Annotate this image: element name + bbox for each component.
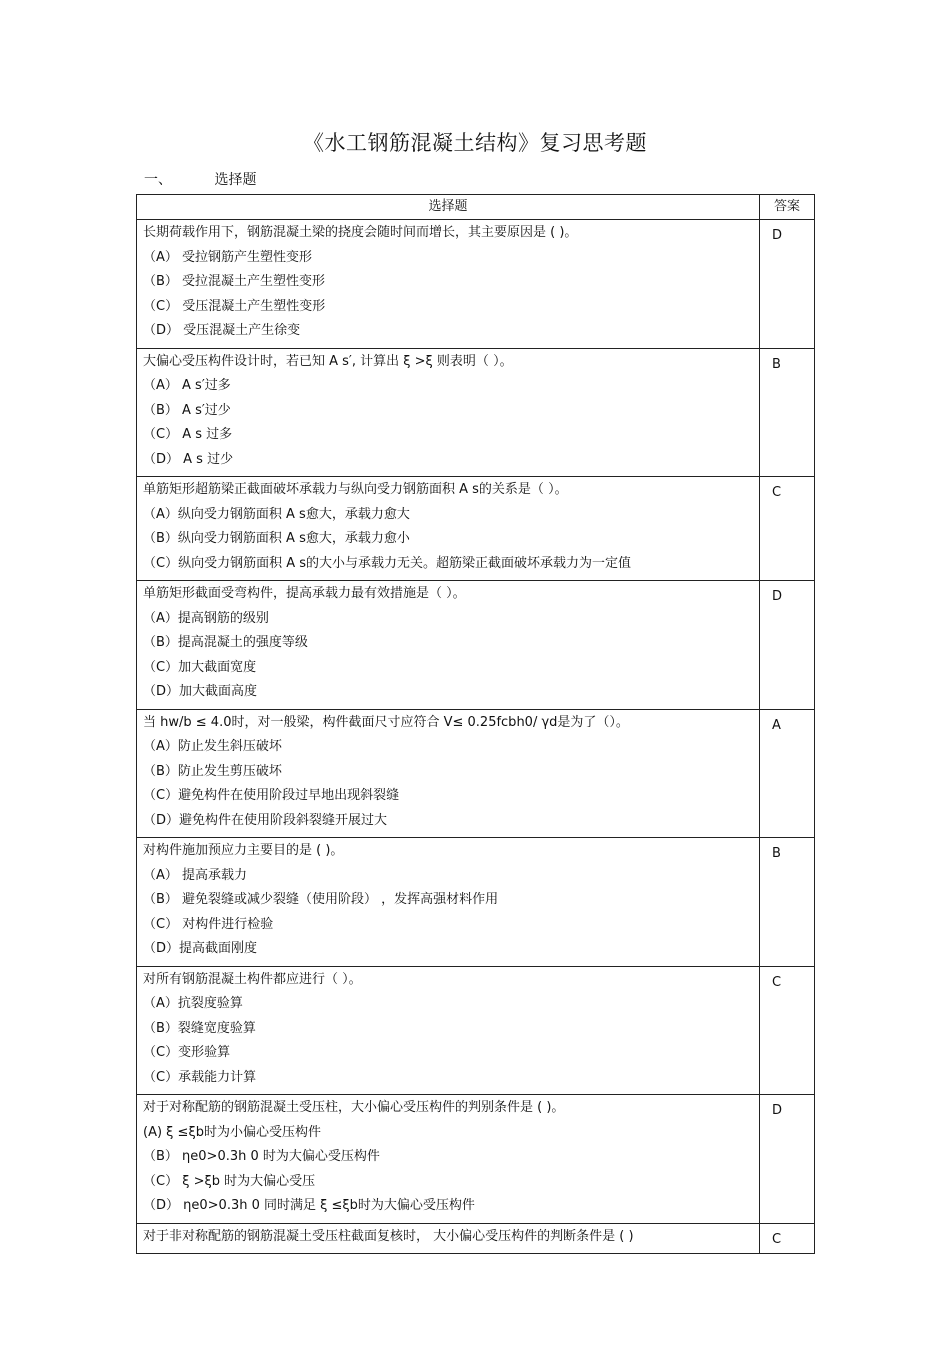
question-cell (137, 477, 760, 581)
option-line: （B） ηe0>0.3h 0 时为大偏心受压构件 (143, 1149, 380, 1164)
question-stem: 对于对称配筋的钢筋混凝土受压柱，大小偏心受压构件的判别条件是 ( )。 (143, 1100, 565, 1115)
answer-cell: B (760, 348, 815, 477)
table-row (137, 477, 815, 581)
question-stem: 大偏心受压构件设计时，若已知 A s′, 计算出 ξ >ξ 则表明（ ）。 (143, 353, 513, 369)
option-line: （C）变形验算 (143, 1045, 231, 1060)
document-title: 《水工钢筋混凝土结构》复习思考题 (303, 131, 647, 155)
option-line: （C）避免构件在使用阶段过早地出现斜裂缝 (143, 788, 400, 803)
option-line: （A） 提高承载力 (143, 867, 248, 883)
option-line: （A）抗裂度验算 (143, 996, 243, 1011)
option-line: （C） ξ >ξb 时为大偏心受压 (143, 1173, 316, 1189)
table-row (137, 966, 815, 1095)
question-stem: 单筋矩形超筋梁正截面破坏承载力与纵向受力钢筋面积 A s的关系是（ ）。 (143, 482, 568, 497)
option-line: （B）提高混凝土的强度等级 (143, 635, 308, 650)
table-row (137, 1095, 815, 1224)
question-cell (137, 348, 760, 477)
question-stem: 单筋矩形截面受弯构件，提高承载力最有效措施是（ ）。 (143, 586, 466, 601)
option-line: （C） 受压混凝土产生塑性变形 (143, 298, 326, 314)
option-line: （B）防止发生剪压破坏 (143, 763, 282, 779)
section-number: 一、 (144, 172, 172, 188)
question-stem: 当 hw/b ≤ 4.0时，对一般梁，构件截面尺寸应符合 V≤ 0.25fcbh0/ γd是为了（）。 (143, 714, 629, 730)
option-line: （B） 受拉混凝土产生塑性变形 (143, 274, 326, 289)
table-row (137, 838, 815, 967)
option-line: （D） A s 过少 (143, 451, 234, 467)
option-line: （A） 受拉钢筋产生塑性变形 (143, 249, 313, 265)
question-stem: 对构件施加预应力主要目的是 ( )。 (143, 843, 344, 858)
answer-cell: C (760, 477, 815, 581)
option-line: （C）承载能力计算 (143, 1069, 257, 1085)
option-line: （A）防止发生斜压破坏 (143, 739, 282, 754)
answer-cell: D (760, 1095, 815, 1224)
option-line: （B）裂缝宽度验算 (143, 1020, 256, 1036)
answer-cell: C (760, 1223, 815, 1254)
answer-cell: A (760, 709, 815, 838)
option-line: （B） A s′过少 (143, 402, 231, 418)
option-line: （A）纵向受力钢筋面积 A s愈大，承载力愈大 (143, 506, 410, 522)
table-header-row (137, 195, 815, 220)
option-line: （A）提高钢筋的级别 (143, 610, 269, 626)
question-stem: 长期荷载作用下，钢筋混凝土梁的挠度会随时间而增长，其主要原因是 ( )。 (143, 225, 578, 240)
section-title: 选择题 (214, 172, 257, 188)
answer-cell: D (760, 581, 815, 710)
answer-cell: B (760, 838, 815, 967)
question-table (136, 194, 815, 1254)
question-cell (137, 1095, 760, 1224)
table-row (137, 709, 815, 838)
option-line: （B）纵向受力钢筋面积 A s愈大，承载力愈小 (143, 531, 410, 546)
question-cell (137, 838, 760, 967)
option-line: （C） A s 过多 (143, 427, 233, 442)
question-cell (137, 220, 760, 349)
question-cell (137, 966, 760, 1095)
table-row (137, 581, 815, 710)
option-line: （D） ηe0>0.3h 0 同时满足 ξ ≤ξb时为大偏心受压构件 (143, 1198, 475, 1213)
table-row (137, 1223, 815, 1254)
header-question: 选择题 (137, 195, 760, 220)
option-line: （A） A s′过多 (143, 378, 231, 393)
table-row (137, 220, 815, 349)
question-cell (137, 581, 760, 710)
option-line: （C）纵向受力钢筋面积 A s的大小与承载力无关。超筋梁正截面破坏承载力为一定值 (143, 555, 632, 571)
answer-cell: C (760, 966, 815, 1095)
option-line: （D）提高截面刚度 (143, 941, 258, 956)
option-line: （D）避免构件在使用阶段斜裂缝开展过大 (143, 812, 388, 828)
header-answer: 答案 (760, 195, 815, 220)
option-line: （D） 受压混凝土产生徐变 (143, 323, 301, 338)
question-stem: 对于非对称配筋的钢筋混凝土受压柱截面复核时， 大小偏心受压构件的判断条件是 ( ) (143, 1228, 634, 1244)
option-line: （D）加大截面高度 (143, 684, 258, 699)
section-heading (144, 169, 256, 189)
question-cell (137, 1223, 760, 1254)
answer-cell: D (760, 220, 815, 349)
table-row (137, 348, 815, 477)
option-line: (A) ξ ≤ξb时为小偏心受压构件 (143, 1124, 321, 1140)
option-line: （C）加大截面宽度 (143, 659, 257, 675)
question-stem: 对所有钢筋混凝土构件都应进行（ ）。 (143, 971, 362, 987)
option-line: （B） 避免裂缝或减少裂缝（使用阶段） ，发挥高强材料作用 (143, 892, 499, 907)
option-line: （C） 对构件进行检验 (143, 916, 274, 932)
question-cell (137, 709, 760, 838)
